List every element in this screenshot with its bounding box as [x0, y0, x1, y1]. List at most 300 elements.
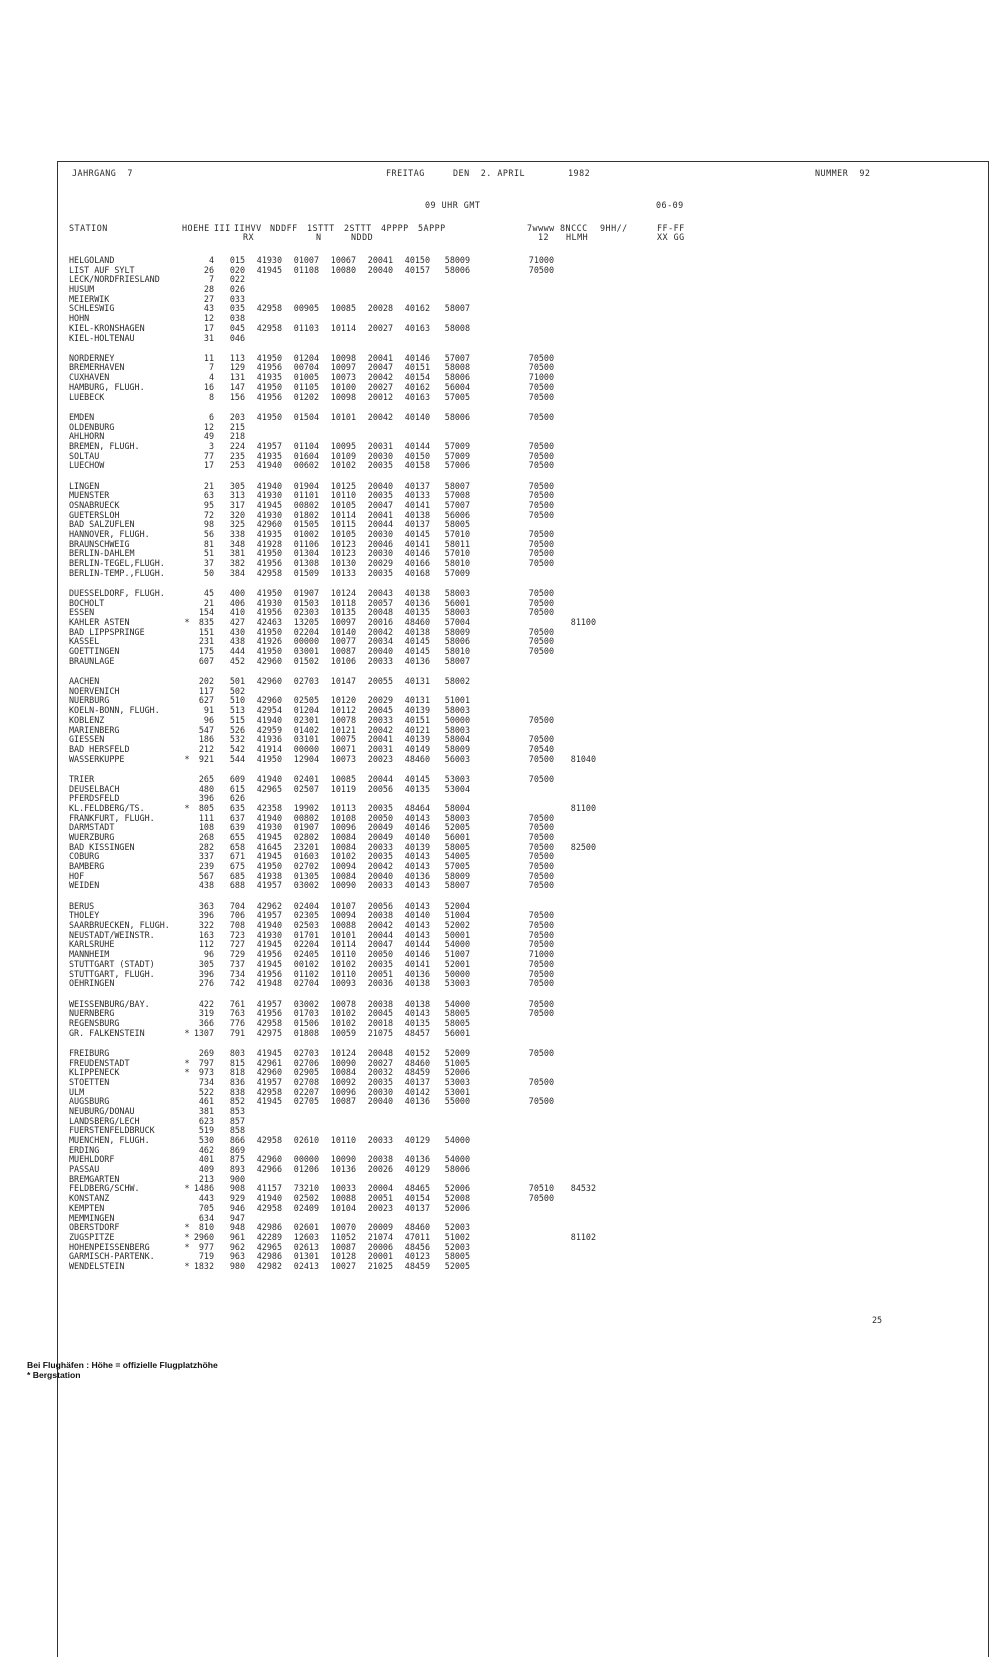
cell-w7: 70500 [528, 391, 554, 402]
cell-station: GARMISCH-PARTENK. [69, 1251, 155, 1262]
cell-nddff: 02505 [293, 695, 319, 706]
cell-p5: 52008 [444, 1193, 470, 1204]
cell-bm [182, 363, 192, 373]
cell-p5: 58006 [444, 372, 470, 383]
station-group [69, 413, 789, 471]
cell-p1: 10102 [330, 851, 356, 862]
cell-hoehe: 623 [198, 1115, 214, 1126]
cell-p4: 40163 [404, 391, 430, 402]
cell-nddff: 13205 [293, 617, 319, 628]
cell-p2: 20006 [367, 1241, 393, 1252]
cell-p2: 20044 [367, 773, 393, 784]
cell-nddff: 02401 [293, 773, 319, 784]
cell-spacer [470, 559, 524, 569]
cell-nddff: 02413 [293, 1260, 319, 1271]
cell-hoehe: 50 [203, 567, 214, 578]
cell-w7: 70500 [528, 968, 554, 979]
cell-hoehe: 186 [198, 734, 214, 745]
cell-station: WASSERKUPPE [69, 753, 125, 764]
cell-nddff: 01701 [293, 929, 319, 940]
cell-iii: 317 [229, 499, 245, 510]
cell-bm [182, 393, 192, 403]
cell-nddff: 01304 [293, 548, 319, 559]
cell-p2: 20038 [367, 998, 393, 1009]
col-hoehe-header: HOEHE [182, 223, 210, 233]
table-row [69, 423, 789, 433]
cell-hoehe: 462 [198, 1144, 214, 1155]
cell-p5: 52005 [444, 1260, 470, 1271]
cell-iii: 015 [229, 255, 245, 265]
cell-p1: 10136 [330, 1164, 356, 1175]
cell-bm [182, 775, 192, 785]
cell-bm [182, 637, 192, 647]
cell-nddff: 00802 [293, 499, 319, 510]
cell-x8 [554, 1146, 596, 1156]
cell-hoehe: 77 [203, 450, 214, 461]
cell-p5: 57005 [444, 861, 470, 872]
cell-iihvv: 42965 [256, 783, 282, 794]
cell-hoehe: 154 [198, 607, 214, 618]
cell-spacer [470, 511, 524, 521]
cell-hoehe: 461 [198, 1096, 214, 1107]
cell-p4: 40137 [404, 519, 430, 530]
cell-nddff: 02409 [293, 1202, 319, 1213]
station-group [69, 1000, 789, 1039]
cell-p5: 58003 [444, 812, 470, 823]
cell-p1: 10088 [330, 920, 356, 931]
cell-p4: 40131 [404, 676, 430, 687]
cell-x8 [554, 823, 596, 833]
cell-iii: 852 [229, 1096, 245, 1107]
cell-hoehe: 213 [198, 1173, 214, 1184]
cell-p1: 10096 [330, 822, 356, 833]
cell-station: ZUGSPITZE [69, 1231, 115, 1242]
cell-iihvv: 42463 [256, 617, 282, 628]
cell-spacer [470, 599, 524, 609]
cell-station: BERUS [69, 900, 95, 911]
cell-iii: 046 [229, 332, 245, 343]
cell-p4: 48457 [404, 1027, 430, 1038]
cell-iii: 218 [229, 431, 245, 442]
cell-nddff: 02204 [293, 626, 319, 637]
cell-p4: 40150 [404, 255, 430, 265]
cell-p5: 52006 [444, 1202, 470, 1213]
cell-p2: 20038 [367, 910, 393, 921]
cell-iii: 026 [229, 284, 245, 295]
cell-p1: 10105 [330, 528, 356, 539]
cell-p4: 40139 [404, 841, 430, 852]
cell-bm [182, 520, 192, 530]
cell-w7: 70500 [528, 832, 554, 842]
cell-bm [182, 862, 192, 872]
cell-nddff: 02705 [293, 1096, 319, 1107]
cell-station: KOELN-BONN, FLUGH. [69, 705, 160, 716]
cell-bm [182, 881, 192, 891]
cell-bm [182, 304, 192, 314]
cell-station: GUETERSLOH [69, 509, 120, 520]
cell-p5: 58007 [444, 655, 470, 666]
cell-bm [182, 814, 192, 824]
cell-x8 [554, 275, 596, 285]
cell-spacer [470, 393, 524, 403]
cell-iii: 384 [229, 567, 245, 578]
cell-w7: 70500 [528, 460, 554, 471]
cell-p5: 58002 [444, 676, 470, 687]
cell-station: LUECHOW [69, 460, 105, 471]
cell-station: LUEBECK [69, 391, 105, 402]
cell-nddff: 02703 [293, 676, 319, 687]
cell-hoehe: 366 [198, 1017, 214, 1028]
cell-p2 [356, 275, 393, 285]
cell-iii: 815 [229, 1057, 245, 1068]
cell-station: HOHN [69, 313, 90, 324]
cell-iihvv: 42958 [256, 1017, 282, 1028]
cell-p5: 58009 [444, 743, 470, 754]
cell-w7: 70500 [528, 851, 554, 862]
cell-iihvv: 41936 [256, 734, 282, 745]
cell-nddff: 01206 [293, 1164, 319, 1175]
cell-p5: 58007 [444, 480, 470, 491]
cell-spacer [470, 569, 524, 579]
cell-bm [182, 657, 192, 667]
cell-x8 [554, 324, 596, 334]
cell-p2: 20041 [367, 352, 393, 363]
cell-p5: 58005 [444, 841, 470, 852]
cell-bm [182, 559, 192, 569]
cell-hoehe: 530 [198, 1135, 214, 1146]
cell-p4: 40129 [404, 1164, 430, 1175]
cell-station: BOCHOLT [69, 597, 105, 608]
table-row [69, 1029, 789, 1039]
cell-iihvv: 42960 [256, 655, 282, 666]
cell-x8 [554, 814, 596, 824]
col-1sttt-header: 1STTT [307, 223, 335, 233]
cell-w7 [524, 314, 554, 324]
cell-iii: 858 [229, 1125, 245, 1136]
cell-bm [182, 1078, 192, 1088]
cell-nddff: 01108 [293, 264, 319, 275]
cell-w7 [524, 1252, 554, 1262]
cell-nddff: 01305 [293, 870, 319, 881]
cell-w7 [524, 423, 554, 433]
cell-x8 [554, 334, 596, 344]
cell-nddff: 01808 [293, 1027, 319, 1038]
cell-nddff: 02702 [293, 861, 319, 872]
cell-iii: 853 [229, 1105, 245, 1116]
cell-x8 [554, 549, 596, 559]
cell-spacer [470, 960, 524, 970]
cell-spacer [470, 1146, 524, 1156]
cell-spacer [470, 1175, 524, 1185]
table-row [69, 1117, 789, 1127]
cell-p1: 10108 [330, 812, 356, 823]
cell-x8 [554, 1262, 596, 1272]
cell-station: BREMERHAVEN [69, 362, 125, 373]
cell-nddff: 02704 [293, 978, 319, 989]
cell-iihvv: 42986 [256, 1222, 282, 1233]
cell-w7: 70500 [528, 646, 554, 657]
cell-hoehe: 305 [198, 958, 214, 969]
cell-iihvv: 42966 [256, 1164, 282, 1175]
cell-w7: 70500 [528, 548, 554, 559]
cell-nddff: 01503 [293, 597, 319, 608]
cell-iii: 946 [229, 1202, 245, 1213]
cell-p2: 20056 [367, 900, 393, 911]
cell-iii: 869 [229, 1144, 245, 1155]
cell-station: KEMPTEN [69, 1202, 105, 1213]
cell-iihvv: 42958 [256, 1135, 282, 1146]
cell-spacer [470, 501, 524, 511]
cell-iii: 685 [229, 870, 245, 881]
cell-spacer [470, 1009, 524, 1019]
date-label: DEN 2. APRIL [453, 168, 526, 178]
cell-p1: 10113 [330, 802, 356, 813]
cell-x8 [554, 314, 596, 324]
cell-p5: 55000 [444, 1096, 470, 1107]
cell-iii: 609 [229, 773, 245, 784]
cell-spacer [470, 1136, 524, 1146]
cell-nddff: 01907 [293, 588, 319, 598]
cell-spacer [470, 775, 524, 785]
cell-p1: 10107 [330, 900, 356, 911]
cell-spacer [470, 677, 524, 687]
cell-spacer [470, 1243, 524, 1253]
cell-hoehe: 269 [198, 1047, 214, 1058]
cell-p2: 20032 [367, 1067, 393, 1078]
cell-w7: 70500 [528, 998, 554, 1009]
cell-iihvv: 41930 [256, 509, 282, 520]
cell-iihvv: 41930 [256, 490, 282, 501]
cell-iii: 929 [229, 1193, 245, 1204]
cell-p4: 40142 [404, 1086, 430, 1097]
cell-nddff: 02405 [293, 949, 319, 960]
cell-p1: 10114 [330, 509, 356, 520]
cell-w7: 70500 [528, 753, 554, 764]
cell-p2: 20050 [367, 949, 393, 960]
cell-x8 [554, 647, 596, 657]
cell-w7: 70500 [528, 1008, 554, 1019]
cell-w7: 70500 [528, 929, 554, 940]
cell-hoehe: 28 [203, 284, 214, 295]
cell-iii: 708 [229, 920, 245, 931]
cell-spacer [470, 637, 524, 647]
cell-hoehe: 96 [203, 949, 214, 960]
cell-bm [182, 482, 192, 492]
cell-p4: 40162 [404, 303, 430, 314]
cell-w7: 70500 [528, 411, 554, 422]
cell-x8 [554, 363, 596, 373]
cell-spacer [470, 794, 524, 804]
cell-spacer [470, 687, 524, 697]
cell-p4: 48465 [404, 1183, 430, 1194]
cell-nddff: 01102 [293, 968, 319, 979]
cell-spacer [470, 1155, 524, 1165]
cell-bm [182, 452, 192, 462]
cell-p2: 20035 [367, 958, 393, 969]
cell-iii: 655 [229, 832, 245, 842]
table-row [69, 657, 789, 667]
cell-p2 [356, 285, 393, 295]
cell-x8 [554, 491, 596, 501]
table-row [69, 1136, 789, 1146]
cell-bm [182, 872, 192, 882]
cell-nddff: 02207 [293, 1086, 319, 1097]
cell-x8 [554, 1252, 596, 1262]
cell-hoehe: 396 [198, 910, 214, 921]
cell-spacer [470, 1097, 524, 1107]
cell-station: WEISSENBURG/BAY. [69, 998, 150, 1009]
cell-bm [182, 628, 192, 638]
cell-p4: 40136 [404, 1154, 430, 1165]
cell-bm [182, 501, 192, 511]
cell-p2: 20027 [367, 1057, 393, 1068]
cell-p2: 20056 [367, 783, 393, 794]
table-row [69, 785, 789, 795]
cell-p4: 40151 [404, 714, 430, 725]
cell-w7: 70500 [528, 440, 554, 451]
cell-nddff: 01603 [293, 851, 319, 862]
cell-station: SAARBRUECKEN, FLUGH. [69, 920, 170, 931]
cell-bm [182, 921, 192, 931]
cell-p2: 20047 [367, 499, 393, 510]
cell-iihvv: 42960 [256, 1154, 282, 1165]
cell-bm [182, 696, 192, 706]
cell-p4: 40129 [404, 1135, 430, 1146]
cell-p2: 20049 [367, 832, 393, 842]
cell-nddff: 02204 [293, 939, 319, 950]
cell-nddff: 01104 [293, 440, 319, 451]
cell-hoehe: 1486 [193, 1183, 214, 1194]
cell-station: NORDERNEY [69, 352, 115, 363]
cell-iihvv: 41940 [256, 773, 282, 784]
cell-iihvv: 41945 [256, 851, 282, 862]
cell-spacer [470, 285, 524, 295]
cell-station: NUERBURG [69, 695, 110, 706]
cell-iii: 836 [229, 1076, 245, 1087]
cell-x8 [554, 589, 596, 599]
cell-w7 [524, 1155, 554, 1165]
cell-p5: 50001 [444, 929, 470, 940]
cell-p1: 10118 [330, 597, 356, 608]
cell-bm [182, 735, 192, 745]
cell-spacer [470, 363, 524, 373]
cell-p2: 20016 [367, 617, 393, 628]
cell-iii: 313 [229, 490, 245, 501]
cell-iii: 671 [229, 851, 245, 862]
cell-iihvv: 41956 [256, 362, 282, 373]
cell-w7: 70500 [528, 1076, 554, 1087]
cell-p4: 40152 [404, 1047, 430, 1058]
cell-iihvv: 41928 [256, 538, 282, 549]
cell-iii: 035 [229, 303, 245, 314]
cell-bm [182, 843, 192, 853]
cell-iii: 626 [229, 793, 245, 804]
cell-p2: 20043 [367, 588, 393, 598]
cell-p4: 40149 [404, 743, 430, 754]
cell-x8 [554, 373, 596, 383]
cell-iihvv: 42960 [256, 1067, 282, 1078]
cell-nddff: 02905 [293, 1067, 319, 1078]
cell-spacer [470, 716, 524, 726]
cell-p5: 54000 [444, 998, 470, 1009]
cell-p4: 40145 [404, 773, 430, 784]
cell-x8 [554, 511, 596, 521]
cell-p2: 20027 [367, 381, 393, 392]
cell-p2: 20030 [367, 548, 393, 559]
cell-iihvv: 42958 [256, 1086, 282, 1097]
cell-iihvv: 42958 [256, 567, 282, 578]
cell-spacer [470, 881, 524, 891]
cell-w7: 70500 [528, 880, 554, 891]
cell-x8 [554, 881, 596, 891]
cell-p5: 51001 [444, 695, 470, 706]
cell-p4: 40146 [404, 822, 430, 833]
cell-iihvv [245, 275, 282, 285]
cell-w7: 70540 [528, 743, 554, 754]
cell-w7 [524, 1243, 554, 1253]
cell-p2: 20035 [367, 460, 393, 471]
cell-iii: 791 [229, 1027, 245, 1038]
cell-iihvv: 41945 [256, 939, 282, 950]
cell-iii: 513 [229, 705, 245, 716]
cell-spacer [470, 266, 524, 276]
cell-x8 [554, 559, 596, 569]
cell-station: BERLIN-DAHLEM [69, 548, 135, 559]
cell-nddff: 03101 [293, 734, 319, 745]
cell-bm [182, 726, 192, 736]
cell-iii: 729 [229, 949, 245, 960]
cell-iihvv: 41956 [256, 607, 282, 618]
cell-station: BAD HERSFELD [69, 743, 130, 754]
cell-nddff: 02404 [293, 900, 319, 911]
cell-p1: 10110 [330, 1135, 356, 1146]
cell-station: SOLTAU [69, 450, 100, 461]
cell-p2: 20029 [367, 558, 393, 569]
cell-w7 [524, 1059, 554, 1069]
col-9hh-header: 9HH// [600, 223, 628, 233]
cell-iii: 838 [229, 1086, 245, 1097]
cell-bm [182, 687, 192, 697]
cell-hoehe: 43 [203, 303, 214, 314]
cell-hoehe: 108 [198, 822, 214, 833]
col-ff-header: FF-FF [657, 223, 685, 233]
cell-p4: 40131 [404, 695, 430, 706]
cell-bm [182, 1107, 192, 1117]
cell-p1: 10114 [330, 939, 356, 950]
cell-p2: 20030 [367, 1086, 393, 1097]
cell-x8 [554, 1068, 596, 1078]
cell-p5 [430, 334, 470, 344]
cell-station: PFERDSFELD [69, 793, 120, 804]
cell-iii: 818 [229, 1067, 245, 1078]
cell-nddff: 01509 [293, 567, 319, 578]
cell-x8: 81102 [570, 1231, 596, 1242]
cell-w7: 70500 [528, 528, 554, 539]
cell-x8 [554, 931, 596, 941]
cell-hoehe: 56 [203, 528, 214, 539]
cell-p4: 40146 [404, 352, 430, 363]
cell-bm [182, 334, 192, 344]
cell-station: WENDELSTEIN [69, 1260, 125, 1271]
cell-p2: 20034 [367, 636, 393, 647]
cell-iihvv: 41914 [256, 743, 282, 754]
cell-p5: 53004 [444, 783, 470, 794]
col-7wwww-header: 7wwww [527, 223, 555, 233]
cell-w7 [524, 696, 554, 706]
cell-nddff: 00704 [293, 362, 319, 373]
cell-bm [182, 256, 192, 266]
cell-hoehe: 12 [203, 313, 214, 324]
